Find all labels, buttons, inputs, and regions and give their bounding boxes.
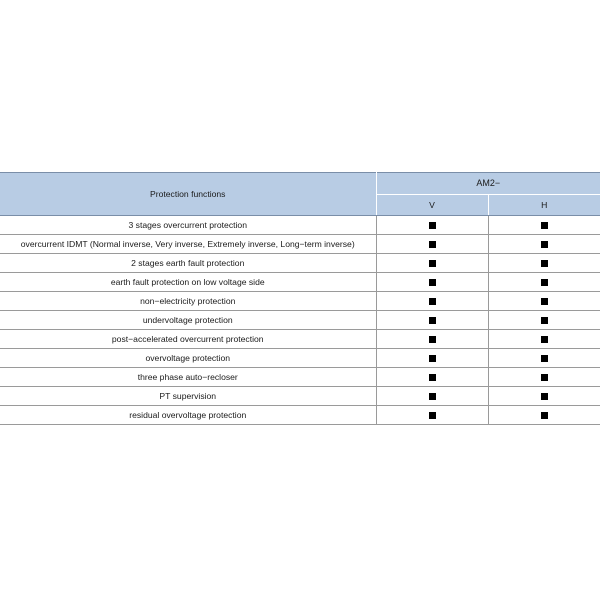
supported-mark-icon — [541, 298, 548, 305]
function-cell: non−electricity protection — [0, 292, 376, 311]
table-row — [0, 330, 600, 349]
v-cell — [376, 311, 488, 330]
variant-header-v: V — [376, 194, 488, 216]
v-cell — [376, 368, 488, 387]
h-cell — [488, 273, 600, 292]
table-row — [0, 368, 600, 387]
supported-mark-icon — [429, 279, 436, 286]
supported-mark-icon — [429, 241, 436, 248]
supported-mark-icon — [429, 298, 436, 305]
supported-mark-icon — [541, 355, 548, 362]
model-header: AM2− — [376, 173, 600, 195]
protection-functions-table-wrapper — [0, 172, 600, 425]
table-row — [0, 254, 600, 273]
h-cell — [488, 387, 600, 406]
supported-mark-icon — [429, 412, 436, 419]
supported-mark-icon — [541, 260, 548, 267]
function-cell: earth fault protection on low voltage side — [0, 273, 376, 292]
function-cell: 3 stages overcurrent protection — [0, 216, 376, 235]
table-row — [0, 235, 600, 254]
table-row — [0, 387, 600, 406]
supported-mark-icon — [541, 412, 548, 419]
h-cell — [488, 292, 600, 311]
v-cell — [376, 292, 488, 311]
v-cell — [376, 235, 488, 254]
v-cell — [376, 349, 488, 368]
h-cell — [488, 311, 600, 330]
function-cell: residual overvoltage protection — [0, 406, 376, 425]
function-cell: 2 stages earth fault protection — [0, 254, 376, 273]
v-cell — [376, 330, 488, 349]
supported-mark-icon — [429, 260, 436, 267]
variant-header-h: H — [488, 194, 600, 216]
supported-mark-icon — [541, 241, 548, 248]
supported-mark-icon — [541, 317, 548, 324]
h-cell — [488, 330, 600, 349]
function-cell: post−accelerated overcurrent protection — [0, 330, 376, 349]
function-cell: overcurrent IDMT (Normal inverse, Very inverse, Extremely inverse, Long−term inverse) — [0, 235, 376, 254]
v-cell — [376, 387, 488, 406]
function-cell: PT supervision — [0, 387, 376, 406]
h-cell — [488, 368, 600, 387]
h-cell — [488, 235, 600, 254]
h-cell — [488, 406, 600, 425]
table-row — [0, 273, 600, 292]
supported-mark-icon — [541, 336, 548, 343]
supported-mark-icon — [429, 222, 436, 229]
table-header — [0, 173, 600, 216]
supported-mark-icon — [429, 374, 436, 381]
supported-mark-icon — [541, 374, 548, 381]
table-body — [0, 216, 600, 425]
table-row — [0, 216, 600, 235]
supported-mark-icon — [541, 222, 548, 229]
table-row — [0, 311, 600, 330]
supported-mark-icon — [429, 336, 436, 343]
protection-functions-table — [0, 172, 600, 425]
supported-mark-icon — [541, 279, 548, 286]
v-cell — [376, 254, 488, 273]
h-cell — [488, 254, 600, 273]
supported-mark-icon — [429, 317, 436, 324]
supported-mark-icon — [429, 393, 436, 400]
v-cell — [376, 273, 488, 292]
v-cell — [376, 216, 488, 235]
table-row — [0, 349, 600, 368]
function-cell: overvoltage protection — [0, 349, 376, 368]
function-cell: three phase auto−recloser — [0, 368, 376, 387]
h-cell — [488, 349, 600, 368]
supported-mark-icon — [429, 355, 436, 362]
h-cell — [488, 216, 600, 235]
function-cell: undervoltage protection — [0, 311, 376, 330]
v-cell — [376, 406, 488, 425]
supported-mark-icon — [541, 393, 548, 400]
table-row — [0, 406, 600, 425]
protection-functions-header: Protection functions — [0, 173, 376, 216]
table-row — [0, 292, 600, 311]
